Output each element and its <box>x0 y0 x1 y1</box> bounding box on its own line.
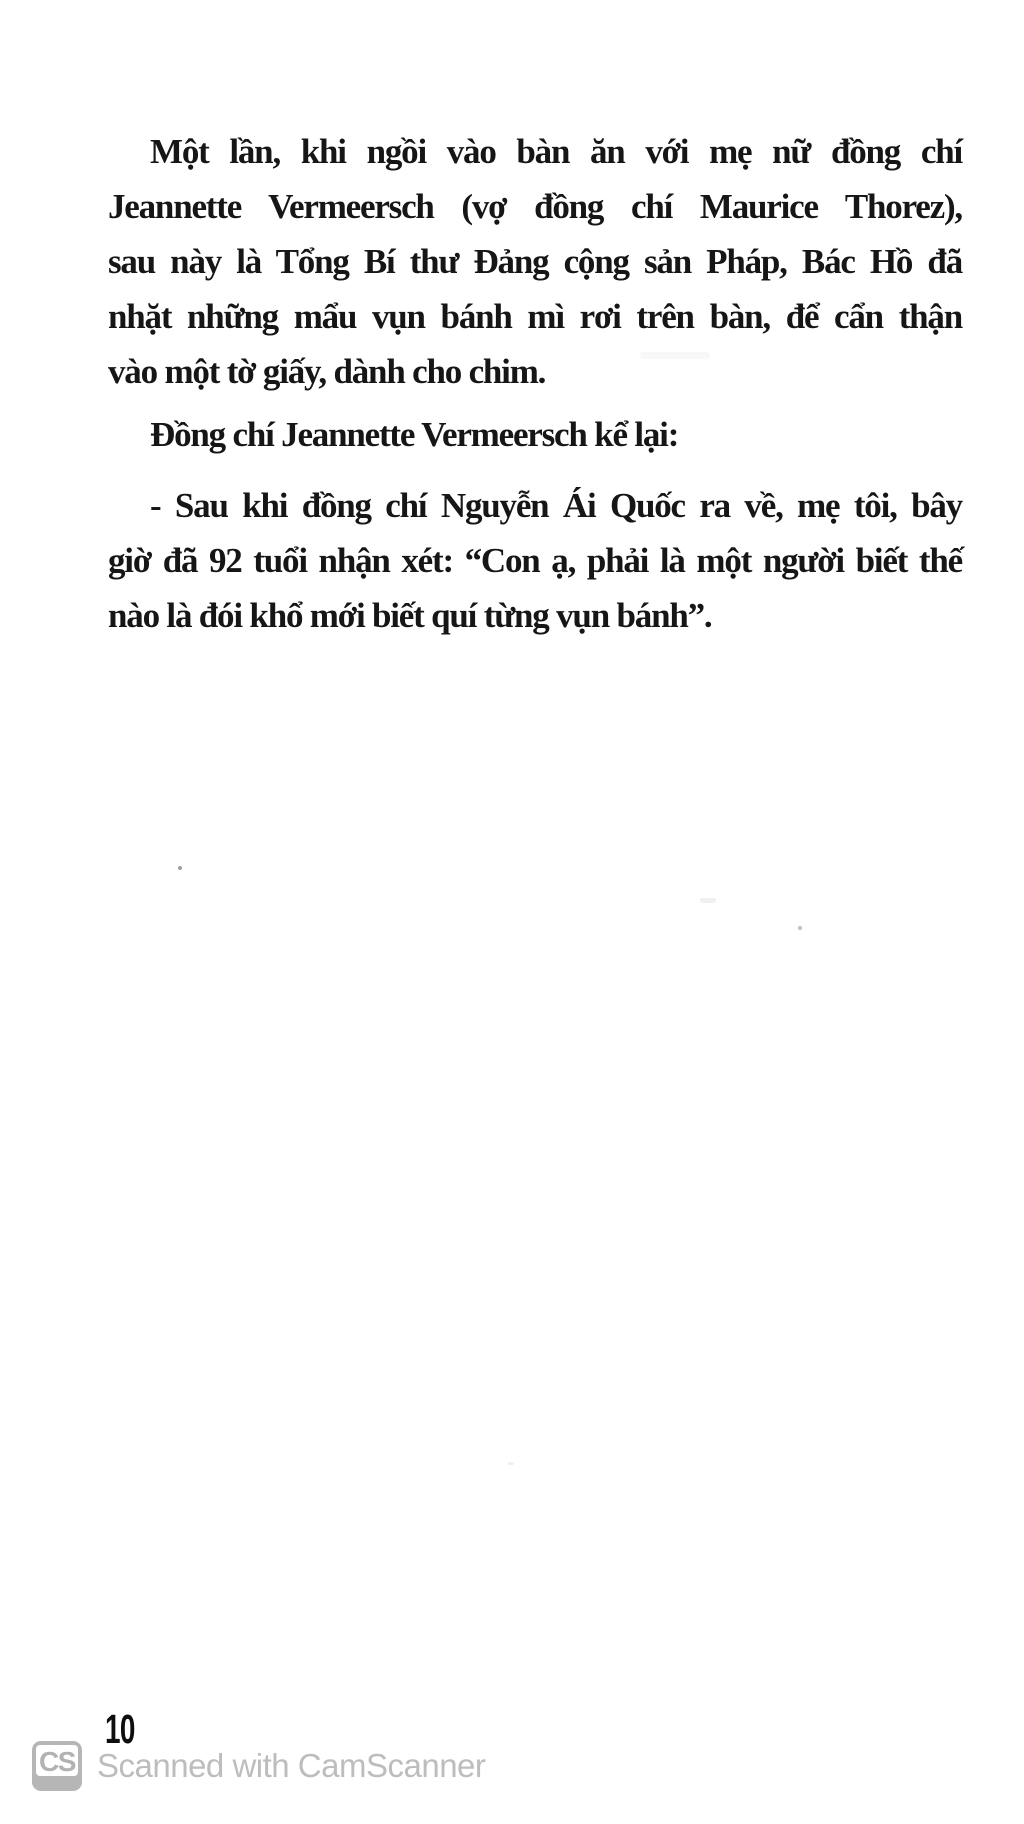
text-line: nhặt những mẩu vụn bánh mì rơi trên bàn, để cẩn thận <box>108 297 962 336</box>
text-line: vào một tờ giấy, dành cho chim. <box>108 352 546 391</box>
camscanner-logo-icon <box>32 1741 82 1791</box>
text-line: Đồng chí Jeannette Vermeersch kể lại: <box>150 415 679 454</box>
scan-speck <box>798 926 802 930</box>
camscanner-logo-text: CS <box>39 1746 75 1777</box>
camscanner-watermark <box>32 1741 485 1791</box>
watermark-label: Scanned with CamScanner <box>97 1747 486 1784</box>
text-line: giờ đã 92 tuổi nhận xét: “Con ạ, phải là một người biết thế <box>108 541 962 580</box>
text-line: nào là đói khổ mới biết quí từng vụn bánh”. <box>108 596 712 635</box>
scan-speck <box>178 866 182 870</box>
text-line: sau này là Tổng Bí thư Đảng cộng sản Pháp, Bác Hồ đã <box>108 242 962 281</box>
body-text <box>108 124 962 643</box>
page-number: 10 <box>105 1706 135 1752</box>
scan-speck <box>640 352 710 359</box>
text-line: Một lần, khi ngồi vào bàn ăn với mẹ nữ đồng chí <box>150 132 962 171</box>
text-line: Jeannette Vermeersch (vợ đồng chí Maurice Thorez), <box>108 187 962 226</box>
scan-speck <box>700 898 716 903</box>
scan-speck <box>508 1462 514 1465</box>
text-line: - Sau khi đồng chí Nguyễn Ái Quốc ra về, mẹ tôi, bây <box>150 486 962 525</box>
camscanner-logo-inner <box>36 1745 78 1776</box>
